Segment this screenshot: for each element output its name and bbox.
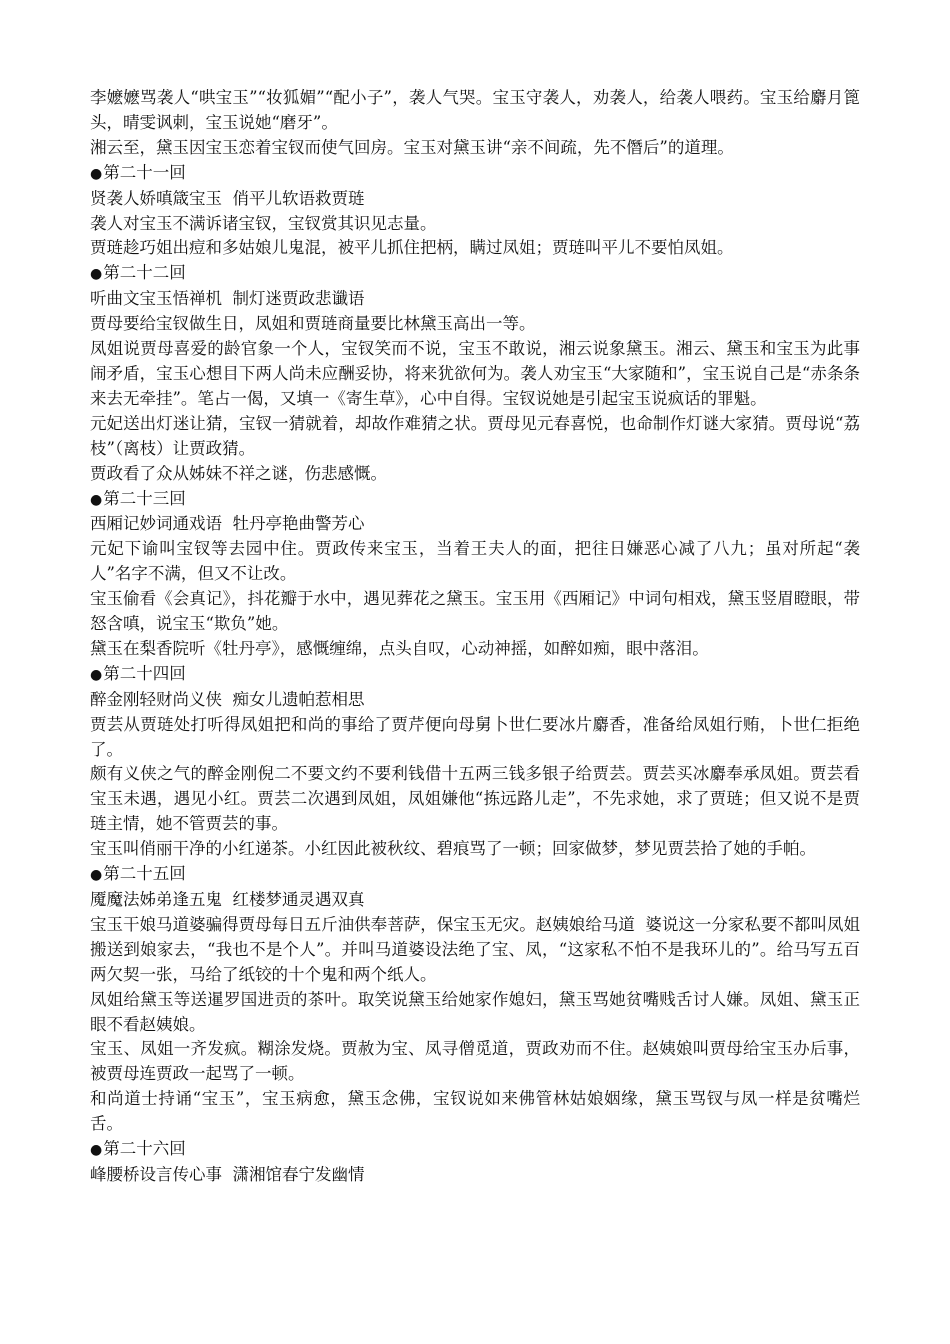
summary-paragraph: 贾政看了众从姊妹不祥之谜，伤悲感慨。 — [90, 463, 387, 483]
summary-paragraph: 贾母要给宝钗做生日，凤姐和贾琏商量要比林黛玉高出一等。 — [90, 314, 536, 334]
summary-paragraph: 黛玉在梨香院听《牡丹亭》，感慨缠绵，点头自叹，心动神摇，如醉如痴，眼中落泪。 — [90, 638, 709, 658]
chapter-heading: ●第二十六回 — [90, 1139, 186, 1159]
summary-paragraph: 贾芸从贾琏处打听得凤姐把和尚的事给了贾芹便向母舅卜世仁要冰片麝香，准备给凤姐行贿，卜世仁拒绝了。 — [90, 714, 860, 759]
summary-paragraph: 宝玉干娘马道婆骗得贾母每日五斤油供奉菩萨，保宝玉无灾。赵姨娘给马道 婆说这一分家私要不都叫凤姐搬送到娘家去，“我也不是个人”。并叫马道婆设法绝了宝、凤，“这家私不怕不是我环儿的”。给马写五百两欠契一张，马给了纸铰的十个鬼和两个纸人。 — [90, 914, 860, 984]
summary-paragraph: 宝玉叫俏丽干净的小红递茶。小红因此被秋纹、碧痕骂了一顿；回家做梦，梦见贾芸拾了她的手帕。 — [90, 839, 816, 859]
chapter-heading: ●第二十三回 — [90, 488, 186, 508]
summary-paragraph: 和尚道士持诵“宝玉”，宝玉病愈，黛玉念佛，宝钗说如来佛管林姑娘姻缘，黛玉骂钗与凤一样是贫嘴烂舌。 — [90, 1089, 860, 1134]
chapter-heading: ●第二十一回 — [90, 162, 186, 182]
summary-paragraph: 颇有义侠之气的醉金刚倪二不要文约不要利钱借十五两三钱多银子给贾芸。贾芸买冰麝奉承凤姐。贾芸看宝玉未遇，遇见小红。贾芸二次遇到凤姐，凤姐嫌他“拣远路儿走”，不先求她，求了贾琏；但又说不是贾琏主情，她不管贾芸的事。 — [90, 764, 860, 834]
document-page — [90, 86, 860, 1188]
bullet-icon: ● — [90, 165, 103, 182]
chapter-title: 峰腰桥设言传心事 潇湘馆春宁发幽情 — [90, 1164, 365, 1184]
summary-paragraph: 贾琏趁巧姐出痘和多姑娘儿鬼混，被平儿抓住把柄，瞒过凤姐；贾琏叫平儿不要怕凤姐。 — [90, 238, 734, 258]
chapter-heading: ●第二十二回 — [90, 263, 186, 283]
summary-paragraph: 宝玉偷看《会真记》，抖花瓣于水中，遇见葬花之黛玉。宝玉用《西厢记》中词句相戏，黛玉竖眉瞪眼，带怒含嗔，说宝玉“欺负”她。 — [90, 589, 860, 634]
bullet-icon: ● — [90, 266, 103, 283]
summary-paragraph: 湘云至，黛玉因宝玉恋着宝钗而使气回房。宝玉对黛玉讲“亲不间疏，先不僭后”的道理。 — [90, 137, 734, 157]
summary-paragraph: 袭人对宝玉不满诉诸宝钗，宝钗赏其识见志量。 — [90, 213, 437, 233]
bullet-icon: ● — [90, 1142, 103, 1159]
chapter-title: 听曲文宝玉悟禅机 制灯迷贾政悲谶语 — [90, 289, 365, 309]
summary-paragraph: 李嬷嬷骂袭人“哄宝玉”“妆狐媚”“配小子”，袭人气哭。宝玉守袭人，劝袭人，给袭人喂药。宝玉给麝月篦头，晴雯讽刺，宝玉说她“磨牙”。 — [90, 88, 860, 132]
summary-paragraph: 元妃送出灯迷让猜，宝钗一猜就着，却故作难猜之状。贾母见元春喜悦，也命制作灯谜大家猜。贾母说“荔枝”（离枝）让贾政猜。 — [90, 413, 860, 458]
bullet-icon: ● — [90, 867, 103, 884]
chapter-heading: ●第二十五回 — [90, 864, 186, 884]
summary-paragraph: 凤姐说贾母喜爱的龄官象一个人，宝钗笑而不说，宝玉不敢说，湘云说象黛玉。湘云、黛玉和宝玉为此事闹矛盾，宝玉心想目下两人尚未应酬妥协，将来犹欲何为。袭人劝宝玉“大家随和”，宝玉说自己是“赤条条来去无牵挂”。笔占一偈，又填一《寄生草》，心中自得。宝钗说她是引起宝玉说疯话的罪魁。 — [90, 339, 860, 408]
summary-paragraph: 凤姐给黛玉等送暹罗国进贡的茶叶。取笑说黛玉给她家作媳妇，黛玉骂她贫嘴贱舌讨人嫌。凤姐、黛玉正眼不看赵姨娘。 — [90, 989, 860, 1034]
chapter-title: 贤袭人娇嗔箴宝玉 俏平儿软语救贾琏 — [90, 188, 365, 208]
chapter-title: 魇魔法姊弟逢五鬼 红楼梦通灵遇双真 — [90, 890, 365, 909]
summary-paragraph: 元妃下谕叫宝钗等去园中住。贾政传来宝玉，当着王夫人的面，把往日嫌恶心减了八九；虽对所起“袭人”名字不满，但又不让改。 — [90, 539, 860, 584]
chapter-title: 西厢记妙词通戏语 牡丹亭艳曲警芳心 — [90, 514, 365, 534]
chapter-title: 醉金刚轻财尚义侠 痴女儿遗帕惹相思 — [90, 689, 365, 709]
bullet-icon: ● — [90, 666, 103, 683]
chapter-heading: ●第二十四回 — [90, 663, 186, 683]
summary-paragraph: 宝玉、凤姐一齐发疯。糊涂发烧。贾赦为宝、凤寻僧觅道，贾政劝而不住。赵姨娘叫贾母给宝玉办后事，被贾母连贾政一起骂了一顿。 — [90, 1039, 860, 1084]
bullet-icon: ● — [90, 491, 103, 508]
